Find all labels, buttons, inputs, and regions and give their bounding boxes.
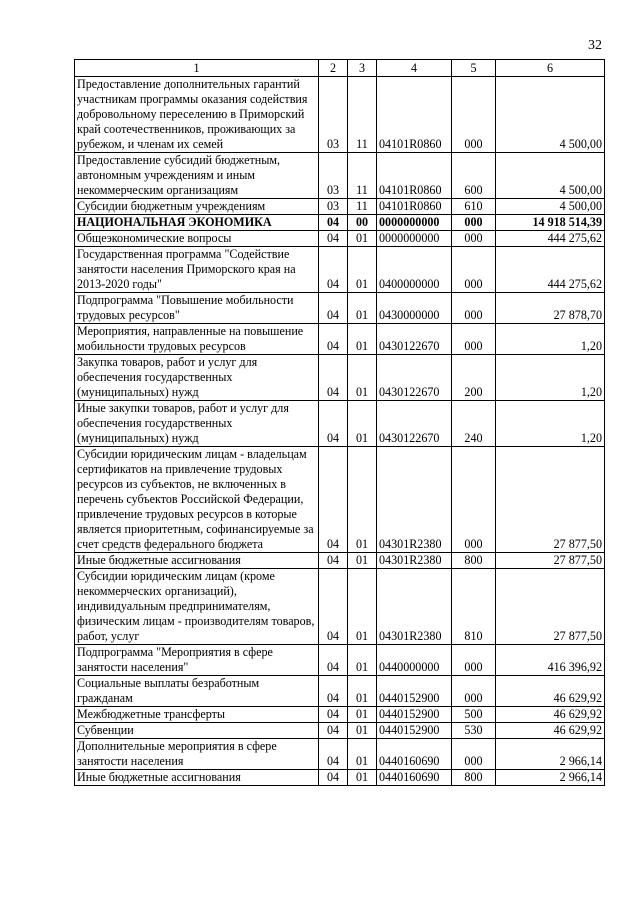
subsection-code-cell: 01 — [348, 247, 377, 293]
table-row — [75, 199, 605, 215]
expense-type-cell: 000 — [452, 645, 496, 676]
subsection-code-cell: 01 — [348, 645, 377, 676]
section-code-cell: 04 — [319, 293, 348, 324]
target-article-cell: 04101R0860 — [377, 153, 452, 199]
amount-cell: 416 396,92 — [496, 645, 605, 676]
subsection-code-cell: 01 — [348, 676, 377, 707]
expense-type-cell: 800 — [452, 553, 496, 569]
row-name-cell: Предоставление дополнительных гарантий участникам программы оказания содействия добровольному переселению в Приморский край соотечественников, проживающих за рубежом, и членам их семей — [75, 77, 319, 153]
table-row — [75, 231, 605, 247]
subsection-code-cell: 00 — [348, 215, 377, 231]
amount-cell: 4 500,00 — [496, 77, 605, 153]
table-row — [75, 739, 605, 770]
section-code-cell: 04 — [319, 645, 348, 676]
target-article-cell: 0440152900 — [377, 676, 452, 707]
expense-type-cell: 000 — [452, 739, 496, 770]
target-article-cell: 0440160690 — [377, 739, 452, 770]
expense-type-cell: 000 — [452, 676, 496, 707]
column-header: 5 — [452, 60, 496, 77]
expense-type-cell: 000 — [452, 215, 496, 231]
amount-cell: 4 500,00 — [496, 153, 605, 199]
target-article-cell: 0430122670 — [377, 401, 452, 447]
expense-type-cell: 000 — [452, 77, 496, 153]
target-article-cell: 0000000000 — [377, 215, 452, 231]
subsection-code-cell: 01 — [348, 739, 377, 770]
amount-cell: 46 629,92 — [496, 723, 605, 739]
subsection-code-cell: 01 — [348, 553, 377, 569]
section-code-cell: 03 — [319, 77, 348, 153]
row-name-cell: Государственная программа "Содействие занятости населения Приморского края на 2013-2020 годы" — [75, 247, 319, 293]
section-code-cell: 03 — [319, 199, 348, 215]
section-code-cell: 04 — [319, 231, 348, 247]
subsection-code-cell: 01 — [348, 324, 377, 355]
section-code-cell: 04 — [319, 215, 348, 231]
target-article-cell: 0430122670 — [377, 324, 452, 355]
row-name-cell: Дополнительные мероприятия в сфере занятости населения — [75, 739, 319, 770]
table-row — [75, 447, 605, 553]
table-row — [75, 153, 605, 199]
target-article-cell: 0430122670 — [377, 355, 452, 401]
section-code-cell: 04 — [319, 355, 348, 401]
row-name-cell: Социальные выплаты безработным гражданам — [75, 676, 319, 707]
table-row — [75, 355, 605, 401]
table-row — [75, 569, 605, 645]
expense-type-cell: 240 — [452, 401, 496, 447]
target-article-cell: 04301R2380 — [377, 553, 452, 569]
amount-cell: 27 877,50 — [496, 553, 605, 569]
row-name-cell: Субсидии юридическим лицам - владельцам сертификатов на привлечение трудовых ресурсов из субъектов, не включенных в перечень субъектов Российской Федерации, привлечение трудовых ресурсов в которые является приоритетным, софинансируемые за счет средств федерального бюджета — [75, 447, 319, 553]
table-row — [75, 770, 605, 786]
table-row — [75, 707, 605, 723]
section-code-cell: 03 — [319, 153, 348, 199]
page-number: 32 — [588, 38, 602, 53]
row-name-cell: Мероприятия, направленные на повышение мобильности трудовых ресурсов — [75, 324, 319, 355]
row-name-cell: Субсидии бюджетным учреждениям — [75, 199, 319, 215]
expense-type-cell: 800 — [452, 770, 496, 786]
table-row — [75, 723, 605, 739]
section-code-cell: 04 — [319, 676, 348, 707]
table-row — [75, 215, 605, 231]
expense-type-cell: 000 — [452, 293, 496, 324]
row-name-cell: Субсидии юридическим лицам (кроме некоммерческих организаций), индивидуальным предпринимателям, физическим лицам - производителям товаров, работ, услуг — [75, 569, 319, 645]
row-name-cell: Межбюджетные трансферты — [75, 707, 319, 723]
expense-type-cell: 810 — [452, 569, 496, 645]
section-code-cell: 04 — [319, 770, 348, 786]
row-name-cell: Подпрограмма "Повышение мобильности трудовых ресурсов" — [75, 293, 319, 324]
section-code-cell: 04 — [319, 739, 348, 770]
amount-cell: 2 966,14 — [496, 739, 605, 770]
row-name-cell: Общеэкономические вопросы — [75, 231, 319, 247]
column-header: 3 — [348, 60, 377, 77]
expense-type-cell: 500 — [452, 707, 496, 723]
row-name-cell: Субвенции — [75, 723, 319, 739]
amount-cell: 46 629,92 — [496, 707, 605, 723]
target-article-cell: 0440152900 — [377, 707, 452, 723]
target-article-cell: 0430000000 — [377, 293, 452, 324]
subsection-code-cell: 01 — [348, 569, 377, 645]
table-row — [75, 401, 605, 447]
subsection-code-cell: 01 — [348, 231, 377, 247]
column-header: 4 — [377, 60, 452, 77]
expense-type-cell: 200 — [452, 355, 496, 401]
amount-cell: 444 275,62 — [496, 247, 605, 293]
target-article-cell: 0000000000 — [377, 231, 452, 247]
expense-type-cell: 000 — [452, 324, 496, 355]
subsection-code-cell: 11 — [348, 153, 377, 199]
section-code-cell: 04 — [319, 324, 348, 355]
row-name-cell: Подпрограмма "Мероприятия в сфере занятости населения" — [75, 645, 319, 676]
target-article-cell: 04301R2380 — [377, 569, 452, 645]
section-code-cell: 04 — [319, 447, 348, 553]
target-article-cell: 0400000000 — [377, 247, 452, 293]
amount-cell: 4 500,00 — [496, 199, 605, 215]
column-header: 6 — [496, 60, 605, 77]
amount-cell: 27 878,70 — [496, 293, 605, 324]
expense-type-cell: 000 — [452, 231, 496, 247]
target-article-cell: 04101R0860 — [377, 77, 452, 153]
table-row — [75, 77, 605, 153]
row-name-cell: Иные закупки товаров, работ и услуг для обеспечения государственных (муниципальных) нужд — [75, 401, 319, 447]
target-article-cell: 0440160690 — [377, 770, 452, 786]
section-code-cell: 04 — [319, 553, 348, 569]
column-header: 2 — [319, 60, 348, 77]
target-article-cell: 04101R0860 — [377, 199, 452, 215]
amount-cell: 27 877,50 — [496, 569, 605, 645]
subsection-code-cell: 01 — [348, 707, 377, 723]
target-article-cell: 0440000000 — [377, 645, 452, 676]
row-name-cell: Иные бюджетные ассигнования — [75, 553, 319, 569]
table-row — [75, 247, 605, 293]
amount-cell: 27 877,50 — [496, 447, 605, 553]
amount-cell: 2 966,14 — [496, 770, 605, 786]
table-row — [75, 324, 605, 355]
target-article-cell: 0440152900 — [377, 723, 452, 739]
subsection-code-cell: 01 — [348, 770, 377, 786]
subsection-code-cell: 11 — [348, 199, 377, 215]
table-row — [75, 553, 605, 569]
subsection-code-cell: 11 — [348, 77, 377, 153]
subsection-code-cell: 01 — [348, 447, 377, 553]
row-name-cell: НАЦИОНАЛЬНАЯ ЭКОНОМИКА — [75, 215, 319, 231]
expense-type-cell: 000 — [452, 447, 496, 553]
amount-cell: 1,20 — [496, 355, 605, 401]
subsection-code-cell: 01 — [348, 293, 377, 324]
expense-type-cell: 600 — [452, 153, 496, 199]
section-code-cell: 04 — [319, 247, 348, 293]
table-row — [75, 645, 605, 676]
amount-cell: 1,20 — [496, 401, 605, 447]
section-code-cell: 04 — [319, 707, 348, 723]
expense-type-cell: 530 — [452, 723, 496, 739]
table-row — [75, 293, 605, 324]
amount-cell: 46 629,92 — [496, 676, 605, 707]
amount-cell: 14 918 514,39 — [496, 215, 605, 231]
amount-cell: 444 275,62 — [496, 231, 605, 247]
expense-type-cell: 000 — [452, 247, 496, 293]
section-code-cell: 04 — [319, 723, 348, 739]
section-code-cell: 04 — [319, 569, 348, 645]
amount-cell: 1,20 — [496, 324, 605, 355]
subsection-code-cell: 01 — [348, 723, 377, 739]
budget-table — [74, 59, 605, 786]
subsection-code-cell: 01 — [348, 355, 377, 401]
table-row — [75, 676, 605, 707]
section-code-cell: 04 — [319, 401, 348, 447]
subsection-code-cell: 01 — [348, 401, 377, 447]
target-article-cell: 04301R2380 — [377, 447, 452, 553]
row-name-cell: Предоставление субсидий бюджетным, автономным учреждениям и иным некоммерческим организациям — [75, 153, 319, 199]
table-header-row — [75, 60, 605, 77]
column-header: 1 — [75, 60, 319, 77]
expense-type-cell: 610 — [452, 199, 496, 215]
row-name-cell: Закупка товаров, работ и услуг для обеспечения государственных (муниципальных) нужд — [75, 355, 319, 401]
row-name-cell: Иные бюджетные ассигнования — [75, 770, 319, 786]
